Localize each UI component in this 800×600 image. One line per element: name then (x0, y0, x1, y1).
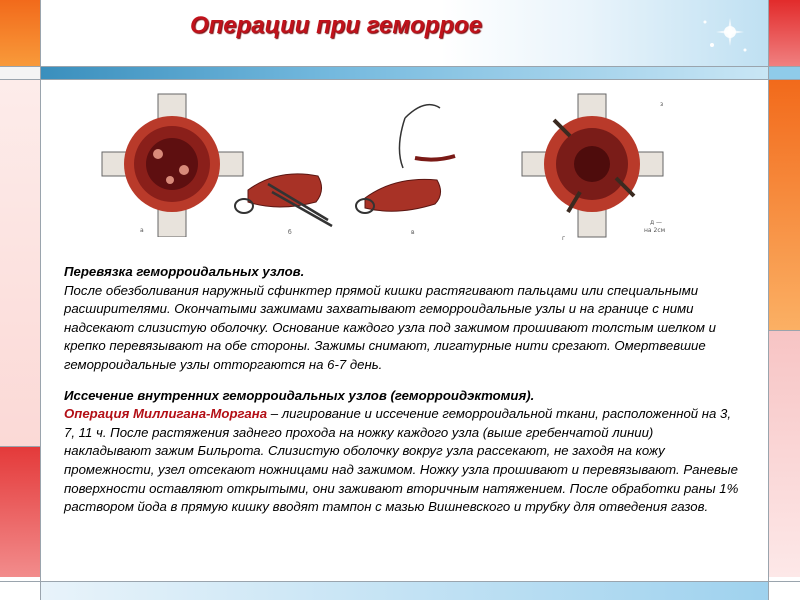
section-excision-body: – лигирование и иссечение геморроидальной ткани, расположенной на 3, 7, 11 ч. После растяжения заднего прохода на ножку каждого узла (выше гребенчатой линии) накладывают зажим Бильрота. Слизистую оболочку вокруг узла рассекают, не заходя на кожу промежности, узел отсекают ножницами над зажимом. Ножку узла прошивают и перевязывают. Раневые поверхности оставляют открытыми, они заживают вторичным натяжением. После обработки раны 1% раствором йода в прямую кишку вводят тампон с мазью Вишневского и трубку для отведения газов. (64, 406, 739, 515)
operation-name: Операция Миллигана-Моргана (64, 406, 268, 422)
right-pink-block (769, 331, 800, 577)
blue-bar-right (769, 67, 800, 79)
grid-line (0, 446, 40, 447)
left-red-block (0, 447, 40, 577)
bottom-bar (41, 582, 768, 600)
right-orange-block (769, 80, 800, 330)
section-ligation (64, 263, 744, 375)
figure-label-v: в (411, 229, 415, 236)
figure-label-3: з (660, 101, 664, 108)
sparkle-decoration (690, 10, 760, 60)
right-red-block-top (769, 0, 800, 66)
grid-line (0, 79, 800, 80)
illustration-suture-v (345, 98, 465, 238)
section-ligation-heading: Перевязка геморроидальных узлов. (64, 264, 305, 279)
blue-bar-left (0, 67, 40, 79)
section-excision (64, 387, 744, 517)
grid-line (768, 330, 800, 331)
illustration-anus-clamps-g (520, 92, 680, 242)
grid-line (0, 581, 800, 582)
grid-line (0, 66, 800, 67)
grid-line (768, 0, 769, 600)
grid-line (40, 0, 41, 600)
content-text (64, 263, 744, 529)
illustration-clamp-b (228, 150, 338, 240)
figure-label-g: г (562, 235, 566, 242)
figure-label-a: а (140, 227, 144, 234)
left-pale-block (0, 80, 40, 446)
section-ligation-body: После обезболивания наружный сфинктер прямой кишки растягивают пальцами или специальными расширителями. Окончатыми зажимами захватывают геморроидальные узлы и на границе с ними надсекают слизистую оболочку. Основание каждого узла под зажимом прошивают толстым шелком и крепко перевязывают на обе стороны. Зажимы снимают, лигатурные нити срезают. Омертвевшие геморроидальные узлы отторгаются на 6-7 день. (64, 282, 716, 372)
section-excision-heading: Иссечение внутренних геморроидальных узлов (геморроидэктомия). (64, 387, 535, 403)
blue-divider-bar (41, 67, 768, 79)
left-orange-block (0, 0, 40, 66)
figure-label-d2: на 2см (644, 227, 666, 234)
figure-label-d: д — (650, 219, 663, 226)
page-title: Операции при геморрое (189, 12, 483, 39)
figure-label-b: б (288, 229, 292, 236)
illustration-anus-dilated-a (100, 92, 245, 237)
